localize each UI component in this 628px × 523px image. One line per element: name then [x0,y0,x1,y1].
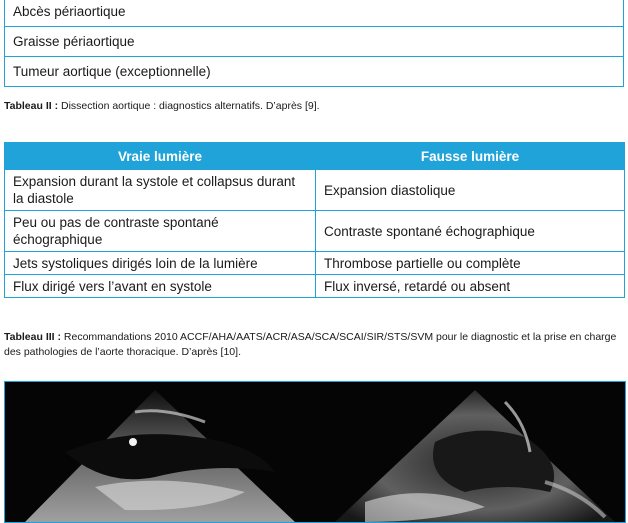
table-cell: Peu ou pas de contraste spontané échographique [5,211,316,252]
table-row [5,170,625,211]
table-row [5,275,625,298]
table-cell: Expansion diastolique [316,170,625,211]
echocardiography-icon [5,382,625,522]
table-cell: Graisse périaortique [5,27,624,57]
table-cell: Thrombose partielle ou complète [316,252,625,275]
table-cell: Flux dirigé vers l’avant en systole [5,275,316,298]
caption-text: Recommandations 2010 ACCF/AHA/AATS/ACR/ASA/SCA/SCAI/SIR/STS/SVM pour le diagnostic et la prise en charge des pathologies de l’aorte thoracique. D’après [10]. [4,331,617,358]
table-row [5,27,624,57]
caption-label: Tableau II : [4,100,59,112]
table-cell: Tumeur aortique (exceptionnelle) [5,57,624,87]
alternative-diagnoses-table [4,0,624,87]
true-false-lumen-table [4,142,625,298]
table-cell: Abcès périaortique [5,0,624,27]
echocardiography-image [4,381,626,523]
column-header: Vraie lumière [5,143,316,170]
caption-text: Dissection aortique : diagnostics alternatifs. D’après [9]. [58,100,320,112]
table-cell: Contraste spontané échographique [316,211,625,252]
table-caption [4,99,624,114]
table-caption [4,330,624,360]
table-row [5,211,625,252]
table-row [5,57,624,87]
table-header-row [5,143,625,170]
table-row [5,0,624,27]
table-cell: Jets systoliques dirigés loin de la lumière [5,252,316,275]
table-cell: Flux inversé, retardé ou absent [316,275,625,298]
caption-label: Tableau III : [4,331,61,343]
table-row [5,252,625,275]
table-cell: Expansion durant la systole et collapsus durant la diastole [5,170,316,211]
column-header: Fausse lumière [316,143,625,170]
